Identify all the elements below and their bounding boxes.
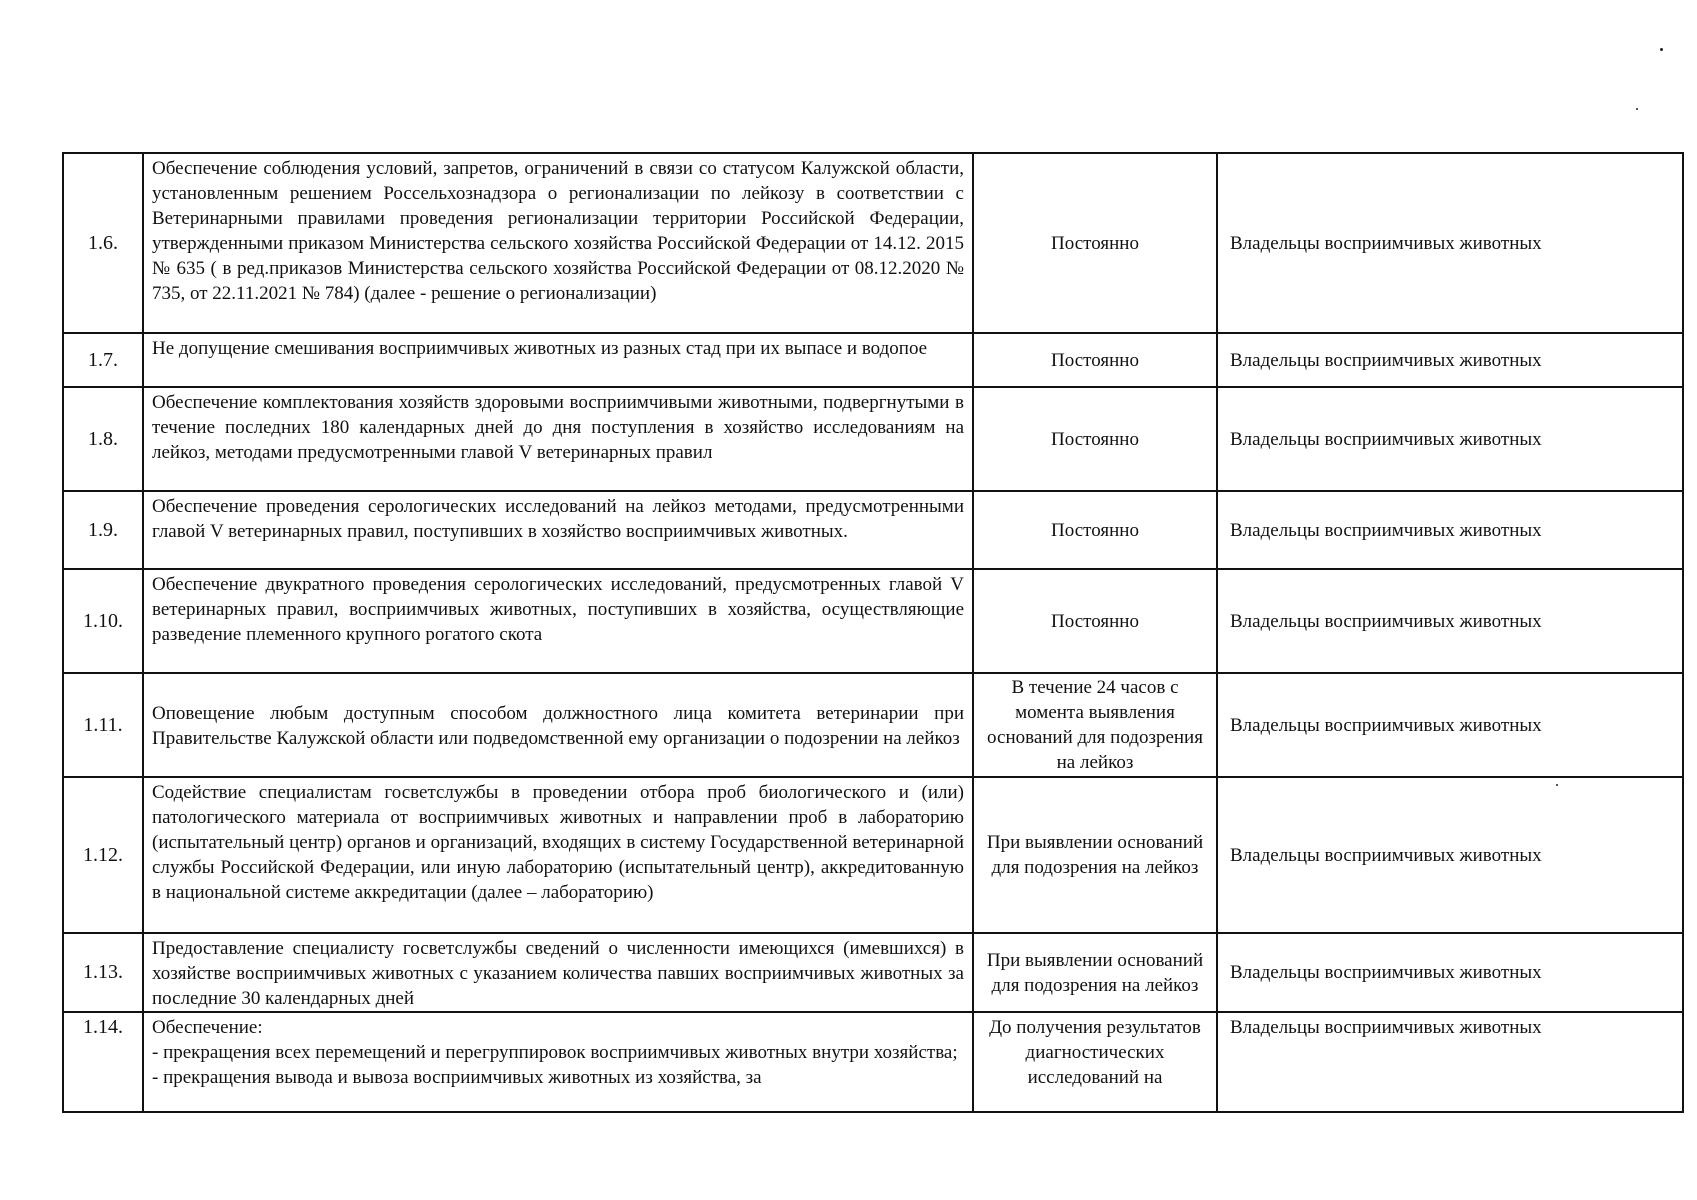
measure-term: Постоянно — [973, 569, 1217, 673]
table-row — [63, 777, 1683, 933]
measure-description: Обеспечение двукратного проведения серологических исследований, предусмотренных главой V ветеринарных правил, восприимчивых животных, поступивших в хозяйства, осуществляющие разведение племенного крупного рогатого скота — [143, 569, 973, 673]
measure-responsible: Владельцы восприимчивых животных — [1217, 777, 1683, 933]
table-row — [63, 673, 1683, 777]
table-row — [63, 333, 1683, 387]
row-number: 1.7. — [63, 333, 143, 387]
row-number: 1.14. — [63, 1012, 143, 1112]
scan-speck — [1636, 108, 1638, 110]
measure-description: Не допущение смешивания восприимчивых животных из разных стад при их выпасе и водопое — [143, 333, 973, 387]
measure-description: Обеспечение проведения серологических исследований на лейкоз методами, предусмотренными главой V ветеринарных правил, поступивших в хозяйство восприимчивых животных. — [143, 491, 973, 569]
table-row — [63, 491, 1683, 569]
table-row — [63, 153, 1683, 333]
measure-responsible: Владельцы восприимчивых животных — [1217, 333, 1683, 387]
measures-table — [62, 152, 1684, 1113]
row-number: 1.9. — [63, 491, 143, 569]
row-number: 1.10. — [63, 569, 143, 673]
measure-term: Постоянно — [973, 153, 1217, 333]
measure-responsible: Владельцы восприимчивых животных — [1217, 673, 1683, 777]
measure-description — [143, 1012, 973, 1112]
row-number: 1.13. — [63, 933, 143, 1012]
measure-term: При выявлении оснований для подозрения на лейкоз — [973, 777, 1217, 933]
measure-description: Оповещение любым доступным способом должностного лица комитета ветеринарии при Правительстве Калужской области или подведомственной ему организации о подозрении на лейкоз — [143, 673, 973, 777]
measure-responsible: Владельцы восприимчивых животных — [1217, 491, 1683, 569]
measure-description: Обеспечение комплектования хозяйств здоровыми восприимчивыми животными, подвергнутыми в течение последних 180 календарных дней до дня поступления в хозяйство исследованиям на лейкоз, методами предусмотренными главой V ветеринарных правил — [143, 387, 973, 491]
description-line: - прекращения всех перемещений и перегруппировок восприимчивых животных внутри хозяйства; — [152, 1042, 958, 1063]
measure-responsible: Владельцы восприимчивых животных — [1217, 569, 1683, 673]
measure-description: Содействие специалистам госветслужбы в проведении отбора проб биологического и (или) патологического материала от восприимчивых животных и направлении проб в лабораторию (испытательный центр) органов и организаций, входящих в систему Государственной ветеринарной службы Российской Федерации, или иную лабораторию (испытательный центр), аккредитованную в национальной системе аккредитации (далее – лабораторию) — [143, 777, 973, 933]
measure-term: До получения результатов диагностических исследований на — [973, 1012, 1217, 1112]
description-line: Обеспечение: — [152, 1017, 263, 1038]
measure-responsible: Владельцы восприимчивых животных — [1217, 387, 1683, 491]
table-row — [63, 1012, 1683, 1112]
row-number: 1.6. — [63, 153, 143, 333]
description-line: - прекращения вывода и вывоза восприимчивых животных из хозяйства, за — [152, 1067, 762, 1088]
measure-term: Постоянно — [973, 333, 1217, 387]
row-number: 1.11. — [63, 673, 143, 777]
measure-term: Постоянно — [973, 387, 1217, 491]
measure-description: Обеспечение соблюдения условий, запретов, ограничений в связи со статусом Калужской области, установленным решением Россельхознадзора о регионализации по лейкозу в соответствии с Ветеринарными правилами проведения регионализации территории Российской Федерации, утвержденными приказом Министерства сельского хозяйства Российской Федерации от 14.12. 2015 № 635 ( в ред.приказов Министерства сельского хозяйства Российской Федерации от 08.12.2020 № 735, от 22.11.2021 № 784) (далее - решение о регионализации) — [143, 153, 973, 333]
measure-responsible: Владельцы восприимчивых животных — [1217, 153, 1683, 333]
table-row — [63, 933, 1683, 1012]
row-number: 1.12. — [63, 777, 143, 933]
measure-term: Постоянно — [973, 491, 1217, 569]
measure-responsible: Владельцы восприимчивых животных — [1217, 933, 1683, 1012]
row-number: 1.8. — [63, 387, 143, 491]
table-row — [63, 569, 1683, 673]
measure-term: В течение 24 часов с момента выявления оснований для подозрения на лейкоз — [973, 673, 1217, 777]
measure-responsible: Владельцы восприимчивых животных — [1217, 1012, 1683, 1112]
measure-description: Предоставление специалисту госветслужбы сведений о численности имеющихся (имевшихся) в хозяйстве восприимчивых животных с указанием количества павших восприимчивых животных за последние 30 календарных дней — [143, 933, 973, 1012]
scan-speck — [1660, 48, 1663, 51]
table-row — [63, 387, 1683, 491]
measure-term: При выявлении оснований для подозрения на лейкоз — [973, 933, 1217, 1012]
